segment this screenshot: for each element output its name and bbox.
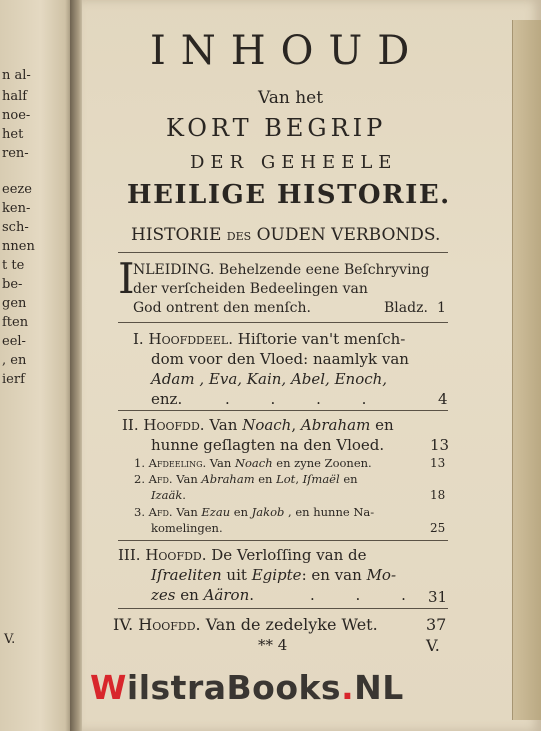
section-2-page-number: 13	[430, 436, 450, 454]
left-page-fragment: ren-	[2, 146, 29, 161]
section-2-en: en	[375, 416, 394, 434]
left-page-fragment: ften	[2, 315, 29, 330]
page-title: INHOUD	[150, 28, 425, 74]
left-page-fragment: eeze	[2, 182, 32, 197]
intro-line-3: God ontrent den menſch.	[133, 300, 311, 316]
afdeeling-2-page-number: 18	[430, 488, 446, 502]
section-rule	[118, 540, 448, 541]
afdeeling-1-noach: Noach	[234, 456, 273, 470]
section-3-line-2	[151, 566, 396, 584]
left-page-fragment: sch-	[2, 220, 29, 235]
afdeeling-1-number: 1.	[134, 456, 145, 470]
header-des: DES	[226, 230, 252, 243]
afdeeling-3-line-1	[134, 505, 374, 519]
header-line-der-geheele: DER GEHEELE	[190, 152, 398, 173]
section-3-uit: uit	[226, 566, 247, 584]
section-2-comma: ,	[291, 416, 297, 434]
intro-lead: NLEIDING.	[133, 262, 215, 278]
intro-bladz: Bladz.	[384, 300, 428, 316]
watermark-nl: NL	[354, 668, 404, 707]
section-1-text-1: Hiſtorie van't menſch-	[237, 330, 406, 348]
intro-text-1: Behelzende eene Beſchryving	[218, 262, 430, 278]
left-page-fragment: be-	[2, 277, 23, 292]
section-1-names: Adam , Eva, Kain, Abel, Enoch,	[151, 370, 388, 388]
afdeeling-3-number: 3.	[134, 505, 145, 519]
section-3-mozes: zes	[151, 586, 176, 604]
section-3-aaron: Aäron	[203, 586, 250, 604]
afdeeling-2-head: Afd.	[148, 472, 173, 486]
section-rule	[118, 322, 448, 323]
section-1-page-number: 4	[438, 390, 448, 408]
afdeeling-2-izaak: Izaäk	[151, 488, 183, 502]
left-page-fragment: gen	[2, 296, 27, 311]
watermark-logo	[90, 668, 404, 707]
left-page-fragment: , en	[2, 353, 27, 368]
afdeeling-2-van: Van	[176, 472, 198, 486]
section-4-text: Van de zedelyke Wet.	[205, 615, 378, 634]
catchword: V.	[426, 636, 440, 655]
afdeeling-1-page-number: 13	[430, 456, 446, 470]
section-3-line-3	[151, 586, 254, 604]
afdeeling-1-line	[134, 456, 372, 470]
left-page-fragment: half	[2, 89, 28, 104]
afdeeling-2-line-2	[151, 488, 186, 502]
header-ouden-verbonds: OUDEN VERBONDS.	[256, 225, 441, 245]
header-historie: HISTORIE	[131, 225, 222, 245]
section-2-line-1	[122, 416, 394, 434]
section-1-head: Hoofddeel.	[148, 330, 234, 348]
section-4-number: IV.	[113, 615, 134, 634]
section-2-line-2: hunne geſlagten na den Vloed.	[151, 436, 385, 454]
left-page-fragment: ierf	[2, 372, 25, 387]
afdeeling-3-rest: , en hunne Na-	[288, 505, 375, 519]
section-3-egipte: Egipte	[251, 566, 302, 584]
afdeeling-3-line-2: komelingen.	[151, 521, 223, 535]
afdeeling-3-head: Afd.	[148, 505, 173, 519]
section-2-noach: Noach	[242, 416, 292, 434]
afdeeling-2-lot: Lot	[276, 472, 296, 486]
header-rule	[118, 252, 448, 253]
watermark-name: ilstraBooks	[126, 668, 342, 707]
header-line-heilige-historie: HEILIGE HISTORIE.	[127, 180, 451, 210]
afdeeling-2-number: 2.	[134, 472, 145, 486]
afdeeling-3-van: Van	[176, 505, 198, 519]
left-page-fragment: ken-	[2, 201, 31, 216]
header-line-van-het: Van het	[258, 88, 324, 108]
intro-dropcap: I	[118, 254, 135, 303]
afdeeling-1-head: Afdeeling.	[148, 456, 207, 470]
afdeeling-2-ismael: Iſmaël	[302, 472, 340, 486]
intro-line-1	[133, 262, 430, 278]
left-page-fragment: eel-	[2, 334, 26, 349]
section-1-line-1	[133, 330, 405, 348]
section-3-dots: . . .	[310, 586, 424, 604]
section-4-page-number: 37	[426, 615, 447, 634]
afdeeling-2-line-1	[134, 472, 358, 486]
section-3-en-van: : en van	[301, 566, 362, 584]
section-3-page-number: 31	[428, 588, 448, 606]
intro-page-number: 1	[437, 300, 446, 316]
section-2-head: Hoofdd.	[143, 416, 205, 434]
section-1-line-4: enz.	[151, 390, 183, 408]
section-3-number: III.	[118, 546, 141, 564]
section-2-number: II.	[122, 416, 139, 434]
section-rule	[118, 608, 448, 609]
section-3-period: .	[249, 586, 255, 604]
section-1-line-2: dom voor den Vloed: naamlyk van	[151, 350, 409, 368]
signature-mark: ** 4	[258, 636, 288, 654]
section-3-text-1: De Verloſſing van de	[211, 546, 367, 564]
left-page-fragment: noe-	[2, 108, 31, 123]
header-line-historie-ouden-verbonds	[131, 225, 440, 245]
section-3-head: Hoofdd.	[145, 546, 207, 564]
left-page	[0, 0, 74, 731]
afdeeling-2-en: en	[258, 472, 273, 486]
section-1-number: I.	[133, 330, 144, 348]
section-rule	[118, 410, 448, 411]
afdeeling-2-en-2: en	[343, 472, 358, 486]
afdeeling-2-comma: ,	[295, 472, 299, 486]
section-3-en: en	[180, 586, 199, 604]
afdeeling-3-page-number: 25	[430, 521, 446, 535]
section-4-head: Hoofdd.	[138, 615, 201, 634]
watermark-dot: .	[341, 668, 355, 707]
section-3-mo: Mo-	[366, 566, 397, 584]
afdeeling-1-rest: en zyne Zoonen.	[276, 456, 372, 470]
section-2-abraham: Abraham	[300, 416, 371, 434]
left-page-fragment: nnen	[2, 239, 35, 254]
afdeeling-2-abraham: Abraham	[201, 472, 255, 486]
left-page-fragment: het	[2, 127, 24, 142]
watermark-w: W	[90, 668, 127, 707]
section-4-line-1	[113, 615, 378, 634]
afdeeling-3-ezau: Ezau	[201, 505, 231, 519]
left-page-catchword: V.	[4, 632, 16, 647]
header-line-kort-begrip: KORT BEGRIP	[166, 114, 387, 142]
section-1-dots: . . . .	[225, 390, 385, 408]
section-3-israeliten: Iſraeliten	[151, 566, 222, 584]
section-2-van: Van	[209, 416, 238, 434]
section-3-line-1	[118, 546, 367, 564]
page-edges	[512, 20, 541, 720]
afdeeling-3-jakob: Jakob	[251, 505, 285, 519]
afdeeling-3-en: en	[233, 505, 248, 519]
left-page-fragment: t te	[2, 258, 25, 273]
afdeeling-1-van: Van	[209, 456, 232, 470]
afdeeling-2-period: .	[182, 488, 186, 502]
left-page-fragment: n al-	[2, 68, 31, 83]
intro-line-2: der verſcheiden Bedeelingen van	[133, 281, 368, 297]
